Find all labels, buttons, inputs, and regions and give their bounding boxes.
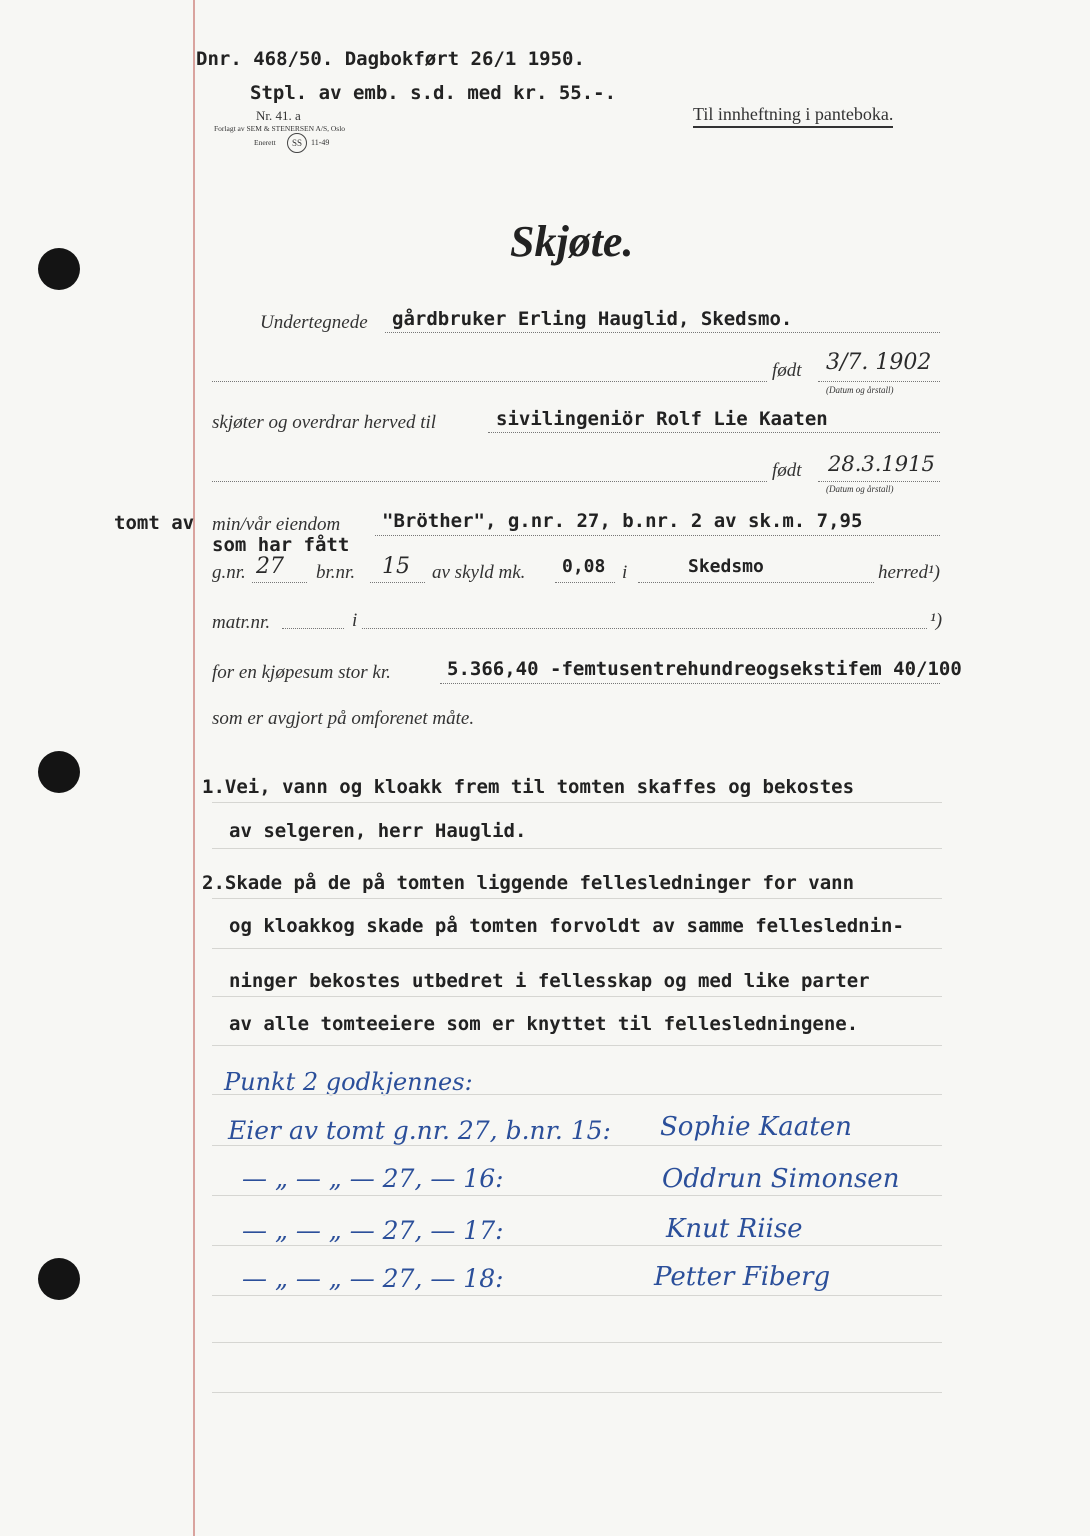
punch-hole	[38, 751, 80, 793]
approval-row-text: Eier av tomt g.nr. 27, b.nr. 15:	[228, 1116, 611, 1145]
seller-blank-line	[212, 381, 767, 382]
publisher-enerett: Enerett	[254, 138, 276, 147]
approval-row-text: — „ — „ — 27, — 17:	[242, 1216, 504, 1245]
matr-label: matr.nr.	[212, 612, 271, 633]
condition-2-line3: ninger bekostes utbedret i fellesskap og med like parter	[229, 970, 870, 992]
ruled-line	[212, 898, 942, 899]
skyld-value: 0,08	[562, 556, 606, 577]
municipality-i: i	[622, 562, 628, 583]
ruled-line	[212, 1392, 942, 1393]
ruled-line	[212, 948, 942, 949]
margin-line	[193, 0, 195, 1536]
seller-line	[385, 332, 940, 333]
ruled-line	[212, 1245, 942, 1246]
seller-born-caption: (Datum og årstall)	[826, 385, 894, 395]
skyld-label: av skyld mk.	[432, 562, 526, 583]
buyer-label: skjøter og overdrar herved til	[212, 412, 437, 433]
seller-born-value: 3/7. 1902	[826, 350, 932, 375]
gnr-line	[252, 582, 307, 583]
ruled-line	[212, 1195, 942, 1196]
punch-hole	[38, 248, 80, 290]
gnr-value: 27	[256, 554, 284, 579]
brnr-line	[370, 582, 425, 583]
approval-row-text: — „ — „ — 27, — 16:	[242, 1164, 504, 1193]
condition-2-line4: av alle tomteeiere som er knyttet til fellesledningene.	[229, 1013, 859, 1035]
buyer-born-label: født	[772, 460, 802, 481]
buyer-born-line	[818, 481, 940, 482]
ruled-line	[212, 802, 942, 803]
ruled-line	[212, 848, 942, 849]
ruled-line	[212, 1295, 942, 1296]
ruled-line	[212, 1342, 942, 1343]
seller-born-line	[818, 381, 940, 382]
approval-row-signature: Sophie Kaaten	[660, 1112, 852, 1142]
approval-row-signature: Oddrun Simonsen	[662, 1164, 900, 1194]
herred-label: herred¹)	[878, 562, 940, 583]
seller-label: Undertegnede	[260, 312, 368, 333]
publisher-logo: SS	[287, 133, 307, 153]
document-title: Skjøte.	[510, 217, 634, 266]
filing-note: Til innheftning i panteboka.	[693, 104, 893, 128]
price-settled: som er avgjort på omforenet måte.	[212, 708, 475, 729]
matr-line	[282, 628, 344, 629]
municipality-value: Skedsmo	[688, 556, 764, 577]
price-line	[440, 683, 940, 684]
brnr-label: br.nr.	[316, 562, 356, 583]
approval-row-text: — „ — „ — 27, — 18:	[242, 1264, 504, 1293]
brnr-value: 15	[382, 554, 410, 579]
ruled-line	[212, 996, 942, 997]
buyer-born-caption: (Datum og årstall)	[826, 484, 894, 494]
registry-stamp-line2: Stpl. av emb. s.d. med kr. 55.-.	[250, 82, 617, 104]
matr-i-line	[362, 628, 927, 629]
municipality-line	[638, 582, 874, 583]
approval-heading: Punkt 2 godkjennes:	[224, 1068, 473, 1096]
ruled-line	[212, 1045, 942, 1046]
price-words: -femtusentrehundreogsekstifem 40/100	[550, 658, 962, 680]
property-prefix: tomt av	[114, 512, 195, 534]
condition-1-line2: av selgeren, herr Hauglid.	[229, 820, 527, 842]
approval-row-signature: Knut Riise	[666, 1214, 803, 1244]
price-label: for en kjøpesum stor kr.	[212, 662, 391, 683]
punch-hole	[38, 1258, 80, 1300]
ruled-line	[212, 1094, 942, 1095]
condition-1-line1: 1.Vei, vann og kloakk frem til tomten skaffes og bekostes	[202, 776, 855, 798]
buyer-line	[488, 432, 940, 433]
price-amount: 5.366,40	[447, 658, 539, 680]
property-description: "Bröther", g.nr. 27, b.nr. 2 av sk.m. 7,95	[382, 510, 863, 532]
skyld-line	[555, 582, 615, 583]
buyer-born-value: 28.3.1915	[828, 452, 935, 476]
property-owner-label: min/vår eiendom	[212, 514, 341, 535]
condition-2-line1: 2.Skade på de på tomten liggende fellesledninger for vann	[202, 872, 855, 894]
publisher-date: 11-49	[311, 138, 330, 147]
gnr-label: g.nr.	[212, 562, 246, 583]
registry-stamp-line1: Dnr. 468/50. Dagbokført 26/1 1950.	[196, 48, 585, 70]
seller-value: gårdbruker Erling Hauglid, Skedsmo.	[392, 308, 793, 330]
buyer-value: sivilingeniör Rolf Lie Kaaten	[496, 408, 828, 430]
form-number: Nr. 41. a	[256, 108, 301, 123]
seller-born-label: født	[772, 360, 802, 381]
matr-i: i	[352, 610, 358, 631]
matr-end: ¹)	[930, 610, 943, 631]
property-description2: som har fått	[212, 534, 350, 556]
condition-2-line2: og kloakkog skade på tomten forvoldt av samme felleslednin-	[229, 915, 904, 937]
publisher-line: Forlagt av SEM & STENERSEN A/S, Oslo	[214, 124, 346, 133]
ruled-line	[212, 1145, 942, 1146]
property-line	[375, 535, 940, 536]
approval-row-signature: Petter Fiberg	[654, 1262, 831, 1292]
buyer-blank-line	[212, 481, 767, 482]
